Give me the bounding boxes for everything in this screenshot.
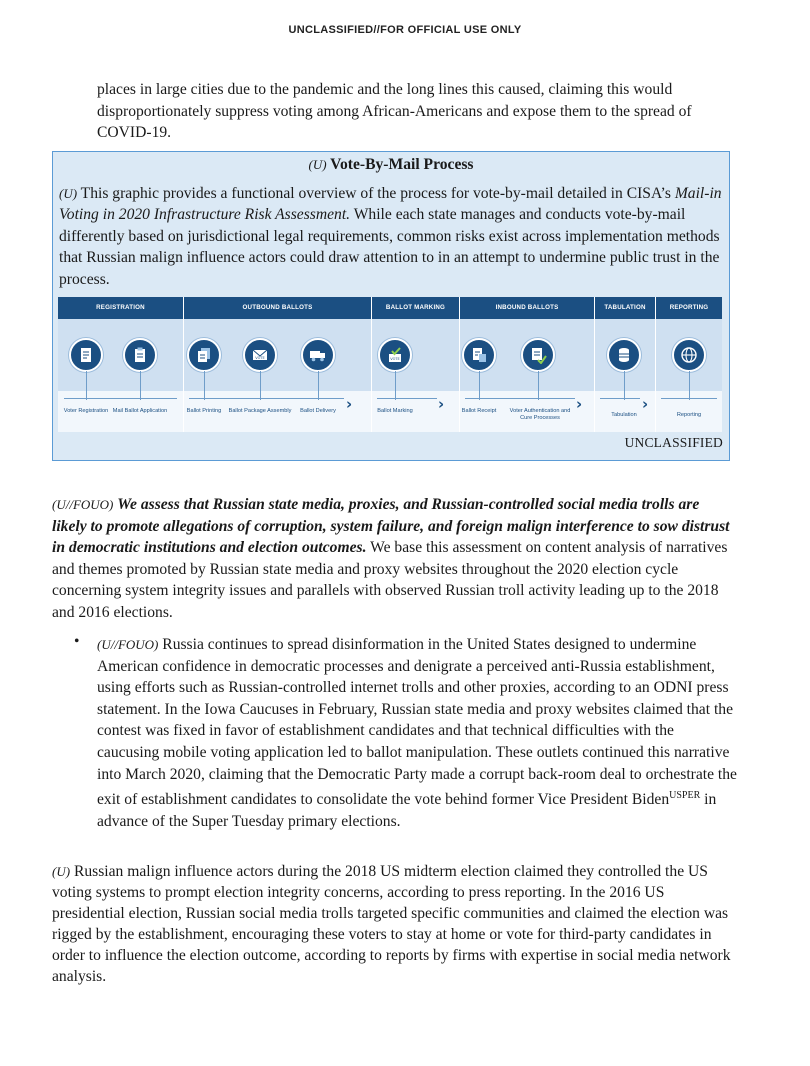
bullet-text-end: in advance of the Super Tuesday primary elections. — [97, 791, 717, 830]
intro-paragraph: places in large cities due to the pandemic and the long lines this caused, claiming this would disproportionately suppress voting among African-Americans and expose them to the spread of COVID-19. — [97, 81, 692, 142]
stage-baseline — [64, 398, 177, 399]
box-description — [59, 183, 723, 290]
box-title-marking: (U) — [308, 157, 327, 172]
chevron-right-icon: › — [576, 395, 583, 413]
step-connector — [318, 371, 319, 400]
box-title — [53, 155, 729, 175]
vote-by-mail-box — [52, 151, 730, 461]
step-connector — [538, 371, 539, 400]
assessment-text: We base this assessment on content analysis of narratives and themes promoted by Russian state media and proxy websites throughout the 2020 election cycle concerning system integrity issues and parallels with observed Russian troll activity leading up to the 2018 and 2016 elections. — [52, 539, 728, 621]
step-connector — [204, 371, 205, 400]
stage-baseline — [600, 398, 640, 399]
step-label-reporting: Reporting — [676, 412, 702, 418]
clipboard-icon — [123, 338, 157, 372]
vote-badge-text: VOTE — [255, 356, 265, 360]
step-connector — [86, 371, 87, 400]
box-text-before: This graphic provides a functional overview of the process for vote-by-mail detailed in CISA’s — [80, 185, 675, 202]
closing-marking: (U) — [52, 864, 71, 879]
step-label-voter-registration: Voter Registration — [63, 408, 109, 414]
stage-ballot-marking: BALLOT MARKING — [372, 297, 459, 319]
step-connector — [624, 371, 625, 400]
step-connector — [140, 371, 141, 400]
chevron-right-icon: › — [438, 395, 445, 413]
receipt-icon — [462, 338, 496, 372]
globe-icon — [672, 338, 706, 372]
step-label-mail-ballot-application: Mail Ballot Application — [112, 408, 168, 414]
assessment-key-judgment: We assess that Russian state media, proxies, and Russian-controlled social media trolls are likely to promote allegations of corruption, system failure, and foreign malign interference to sow distrust in democratic institutions and election outcomes. — [52, 496, 730, 557]
box-text-after: While each state manages and conducts vote-by-mail differently based on jurisdictional legal requirements, common risks exist across implementation methods that Russian malign influence actors could draw attention to in an attempt to undermine public trust in the process. — [59, 206, 720, 288]
stage-baseline — [189, 398, 344, 399]
step-connector — [260, 371, 261, 400]
stage-tabulation: TABULATION — [595, 297, 655, 319]
box-marking: (U) — [59, 186, 78, 201]
box-classification-footer: UNCLASSIFIED — [624, 435, 723, 450]
verified-document-icon — [521, 338, 555, 372]
vote-badge-text: VOTE — [390, 357, 400, 361]
step-label-tabulation: Tabulation — [611, 412, 637, 418]
assessment-marking: (U//FOUO) — [52, 497, 114, 512]
chevron-right-icon: › — [642, 395, 649, 413]
step-label-ballot-delivery: Ballot Delivery — [300, 408, 336, 414]
step-label-ballot-package-assembly: Ballot Package Assembly — [228, 408, 292, 414]
classification-banner: UNCLASSIFIED//FOR OFFICIAL USE ONLY — [288, 24, 522, 36]
step-label-voter-authentication: Voter Authentication and Cure Processes — [509, 408, 571, 421]
stage-registration: REGISTRATION — [58, 297, 183, 319]
closing-paragraph — [52, 861, 732, 987]
document-icon — [69, 338, 103, 372]
chevron-right-icon: › — [346, 395, 353, 413]
step-connector — [689, 371, 690, 400]
usper-marker: USPER — [669, 790, 701, 802]
ballot-checkmark-icon — [378, 338, 412, 372]
bullet-paragraph — [97, 634, 737, 832]
envelope-icon — [243, 338, 277, 372]
step-connector — [395, 371, 396, 400]
stage-reporting: REPORTING — [656, 297, 722, 319]
step-label-ballot-marking: Ballot Marking — [377, 408, 413, 414]
bullet-symbol: • — [74, 633, 80, 650]
bullet-marking: (U//FOUO) — [97, 637, 159, 652]
stage-baseline — [465, 398, 575, 399]
printed-pages-icon — [187, 338, 221, 372]
bullet-text: Russia continues to spread disinformation in the United States designed to undermine American confidence in democratic processes and denigrate a perceived anti-Russia establishment, using efforts such as Russian-controlled internet trolls and other proxies, according to an ODNI press statement. In the Iowa Caucuses in February, Russian state media and proxy websites claimed that the contest was fixed in favor of establishment candidates and that technical difficulties with the caucusing mobile voting application led to ballot manipulation. These outlets continued this narrative into March 2020, claiming that the Democratic Party made a corrupt back-room deal to orchestrate the exit of establishment candidates to consolidate the vote behind former Vice President Biden — [97, 636, 737, 809]
assessment-paragraph — [52, 494, 732, 624]
stage-outbound-ballots: OUTBOUND BALLOTS — [184, 297, 371, 319]
step-label-ballot-receipt: Ballot Receipt — [461, 408, 497, 414]
delivery-truck-icon — [301, 338, 335, 372]
box-title-text: Vote-By-Mail Process — [330, 156, 474, 173]
stage-inbound-ballots: INBOUND BALLOTS — [460, 297, 594, 319]
box-doc-title: Mail-in Voting in 2020 Infrastructure Risk Assessment. — [59, 185, 722, 224]
step-connector — [479, 371, 480, 400]
stage-baseline — [377, 398, 437, 399]
database-icon — [607, 338, 641, 372]
closing-text: Russian malign influence actors during the 2018 US midterm election claimed they controlled the US voting systems to prompt election integrity concerns, according to press reporting. In the 2016 US presidential election, Russian social media trolls targeted specific communities and claimed the election was rigged by the establishment, encouraging these voters to stay at home or vote for third-party candidates in order to influence the election outcome, according to reports by firms with expertise in social media network analysis. — [52, 863, 731, 985]
vote-by-mail-diagram — [58, 297, 722, 432]
step-label-ballot-printing: Ballot Printing — [186, 408, 222, 414]
